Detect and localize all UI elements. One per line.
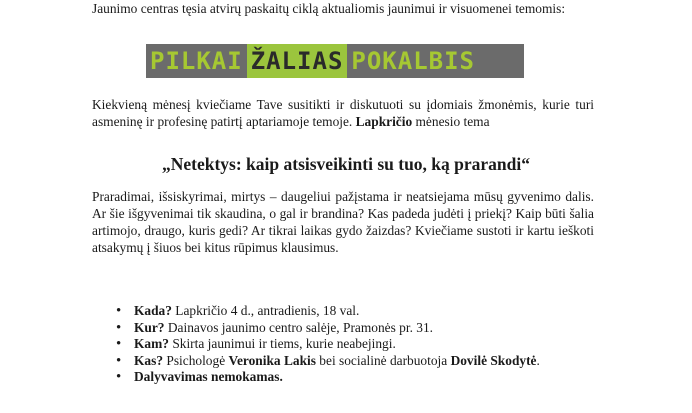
where-value: Dainavos jaunimo centro salėje, Pramonės pr. 31. <box>164 319 434 335</box>
invitation-tail: mėnesio tema <box>412 114 490 129</box>
detail-where <box>116 320 556 337</box>
invitation-text: Kiekvieną mėnesį kviečiame Tave susitikti ir diskutuoti su įdomiais žmonėmis, kurie turi asmeninę ir profesinę patirtį aptariamoje temoje. <box>92 97 594 129</box>
detail-who <box>116 336 556 353</box>
detail-speakers <box>116 353 556 370</box>
speaker-name-1: Veronika Lakis <box>228 352 316 368</box>
who-label: Kam? <box>134 336 169 352</box>
intro-paragraph: Jaunimo centras tęsia atvirų paskaitų ciklą aktualiomis jaunimui ir visuomenei temomis: <box>92 1 566 16</box>
topic-description: Praradimai, išsiskyrimai, mirtys – daugeliui pažįstama ir neatsiejama mūsų gyvenimo dalis. Ar šie išgyvenimai tik skaudina, o gal ir brandina? Kas padeda judėti į priekį? Kaip būti šalia artimojo, draugo, kuris gedi? Ar tikrai laikas gydo žaizdas? Kviečiame sustoti ir kartu ieškoti atsakymų į šiuos bei kitus rūpimus klausimus. <box>92 189 594 255</box>
event-banner-logo <box>146 44 524 78</box>
banner-word-zalias: ŽALIAS <box>247 44 348 78</box>
speakers-prefix: Psichologė <box>163 352 229 368</box>
speakers-end: . <box>536 352 540 368</box>
speakers-label: Kas? <box>134 352 164 368</box>
detail-when <box>116 303 556 320</box>
banner-word-pokalbis: POKALBIS <box>347 44 524 78</box>
event-details-list <box>116 303 556 386</box>
when-label: Kada? <box>134 303 172 318</box>
speakers-mid: bei socialinė darbuotoja <box>315 352 451 368</box>
free-admission: Dalyvavimas nemokamas. <box>134 369 283 385</box>
who-value: Skirta jaunimui ir tiems, kurie neabejingi. <box>168 336 396 352</box>
speaker-name-2: Dovilė Skodytė <box>450 352 537 368</box>
detail-free <box>116 369 556 386</box>
banner-word-pilkai: PILKAI <box>146 44 247 78</box>
invitation-paragraph <box>92 96 594 130</box>
when-value: Lapkričio 4 d., antradienis, 18 val. <box>171 303 360 318</box>
invitation-month: Lapkričio <box>355 114 413 129</box>
where-label: Kur? <box>134 319 165 335</box>
topic-title: „Netektys: kaip atsisveikinti su tuo, ką prarandi“ <box>161 154 531 174</box>
